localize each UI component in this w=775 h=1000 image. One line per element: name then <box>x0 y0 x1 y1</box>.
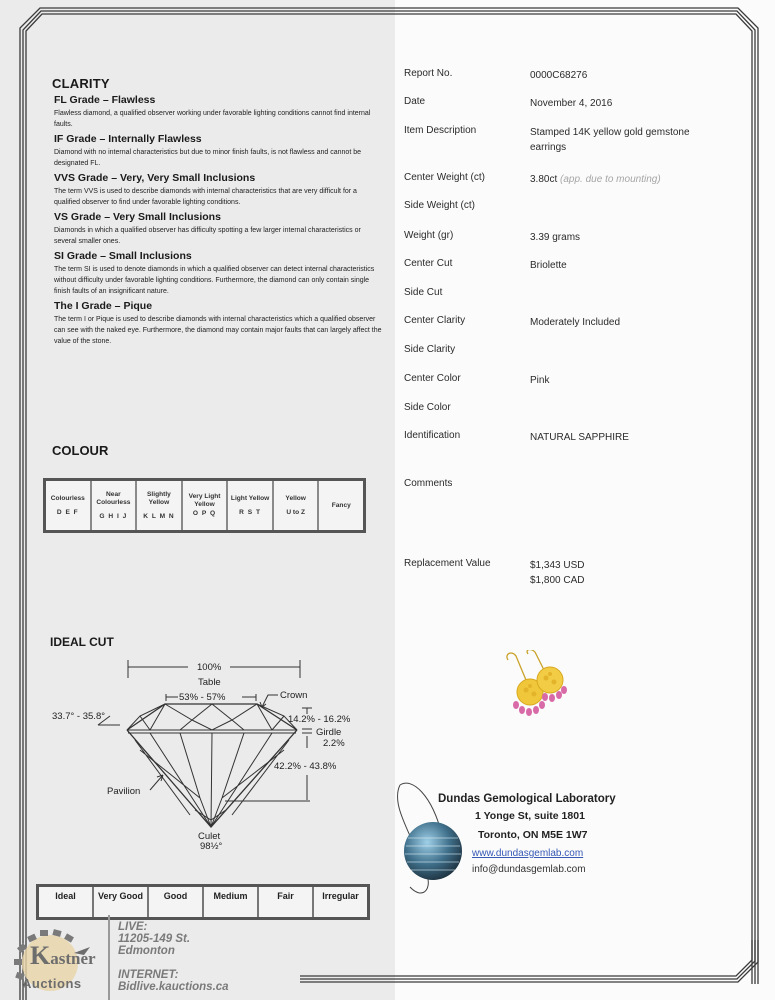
watermark-brand-rest: astner <box>50 949 96 968</box>
lab-website-link[interactable]: www.dundasgemlab.com <box>472 848 584 859</box>
ideal-cut-title: IDEAL CUT <box>50 635 114 649</box>
lab-name: Dundas Gemological Laboratory <box>438 793 616 805</box>
clarity-grade-if <box>52 133 382 169</box>
field-label: Comments <box>404 478 453 489</box>
clarity-section <box>52 76 382 347</box>
watermark-live-label: LIVE: <box>118 921 148 933</box>
field-label: Side Weight (ct) <box>404 200 475 211</box>
colour-name: Fancy <box>331 501 351 509</box>
clarity-grade-vs <box>52 211 382 247</box>
colour-cell <box>92 481 136 530</box>
diamond-proportions-diagram <box>40 650 380 850</box>
watermark-divider <box>108 915 110 1000</box>
colour-cell <box>137 481 181 530</box>
crown-angle-label: 33.7° - 35.8° <box>52 711 106 722</box>
field-label: Replacement Value <box>404 558 491 569</box>
girdle-label: Girdle <box>316 727 342 738</box>
table-range-label: 53% - 57% <box>179 692 226 703</box>
colour-name: Slightly Yellow <box>147 490 171 506</box>
watermark-brand-sub: Auctions <box>22 976 82 991</box>
field-value: Moderately Included <box>530 317 621 328</box>
field-label: Date <box>404 96 426 107</box>
cut-grade-cell: Good <box>149 887 202 917</box>
colour-cell <box>46 481 90 530</box>
colour-letters: R S T <box>239 508 262 516</box>
colour-name: Very Light Yellow <box>188 493 221 508</box>
hologram-seal-icon <box>402 820 464 882</box>
colour-name: Light Yellow <box>230 494 270 502</box>
watermark-live-address-1: 11205-149 St. <box>118 933 191 945</box>
field-value: 3.80ct <box>530 174 558 185</box>
crown-label: Crown <box>280 690 308 701</box>
field-value: 3.39 grams <box>530 232 581 243</box>
grade-description: Diamond with no internal characteristics but due to minor finish faults, is not flawless and cannot be designated FL. <box>54 149 361 167</box>
field-note: (app. due to mounting) <box>560 174 661 185</box>
colour-name: Near Colourless <box>96 490 131 506</box>
grade-title: VS Grade – Very Small Inclusions <box>54 211 221 223</box>
pavilion-depth-label: 42.2% - 43.8% <box>274 761 337 772</box>
colour-letters: G H I J <box>99 512 128 520</box>
field-label: Center Color <box>404 373 461 384</box>
field-value: Stamped 14K yellow gold gemstone earrings <box>530 127 690 153</box>
colour-cell <box>274 481 318 530</box>
grade-description: The term I or Pique is used to describe diamonds with internal characteristics which a qualified observer can see with the naked eye. Furthermore, the diamond may contain major faults that can largely affect the value of the stone. <box>54 316 382 345</box>
cut-grade-cell: Medium <box>204 887 257 917</box>
colour-scale-table <box>43 478 366 533</box>
grade-description: The term VVS is used to describe diamonds with internal characteristics that are very difficult for a qualified observer to find under favorable lighting conditions. <box>54 188 357 206</box>
field-label: Center Weight (ct) <box>404 172 485 183</box>
lab-info <box>392 775 652 905</box>
cut-grade-cell: Very Good <box>94 887 147 917</box>
field-label: Weight (gr) <box>404 230 454 241</box>
culet-label: Culet <box>198 831 221 842</box>
colour-name: Yellow <box>285 494 306 502</box>
grade-title: VVS Grade – Very, Very Small Inclusions <box>54 172 256 184</box>
cut-grade-cell: Fair <box>259 887 312 917</box>
watermark-internet-label: INTERNET: <box>118 969 179 981</box>
colour-cell <box>319 481 363 530</box>
grade-title: IF Grade – Internally Flawless <box>54 133 202 145</box>
watermark-live-address-2: Edmonton <box>118 945 175 957</box>
grade-title: FL Grade – Flawless <box>54 94 156 106</box>
colour-letters: U to Z <box>286 508 306 516</box>
field-value: Briolette <box>530 260 567 271</box>
clarity-title: CLARITY <box>52 76 110 91</box>
lab-address-line-2: Toronto, ON M5E 1W7 <box>478 829 588 841</box>
auction-watermark <box>0 915 390 1000</box>
watermark-brand-initial: K <box>30 941 51 970</box>
field-value-wrap <box>530 172 730 187</box>
colour-title: COLOUR <box>52 443 109 458</box>
field-value-secondary: $1,800 CAD <box>530 575 585 586</box>
clarity-grade-si <box>52 250 382 297</box>
culet-angle-label: 98½° <box>200 841 223 850</box>
watermark-internet-site[interactable]: Bidlive.kauctions.ca <box>118 981 229 993</box>
grade-title: The I Grade – Pique <box>54 300 153 312</box>
grade-description: The term SI is used to denote diamonds in which a qualified observer can detect internal characteristics without difficulty under favorable lighting conditions. Furthermore, the diamond can only contain single finish faults of an insignificant nature. <box>54 266 375 295</box>
grade-description: Flawless diamond, a qualified observer working under favorable lighting conditions cannot find internal faults. <box>54 110 371 128</box>
colour-cell <box>228 481 272 530</box>
field-value: NATURAL SAPPHIRE <box>530 432 629 443</box>
colour-name: Colourless <box>50 494 85 502</box>
field-value: $1,343 USD <box>530 560 585 571</box>
field-label: Report No. <box>404 68 453 79</box>
earrings-photo <box>490 650 600 730</box>
colour-cell <box>183 481 227 530</box>
grade-title: SI Grade – Small Inclusions <box>54 250 192 262</box>
lab-email[interactable]: info@dundasgemlab.com <box>472 864 586 875</box>
field-label: Side Clarity <box>404 344 456 355</box>
colour-letters: K L M N <box>143 512 175 520</box>
diameter-label: 100% <box>197 662 222 673</box>
field-value: November 4, 2016 <box>530 98 613 109</box>
field-label: Side Cut <box>404 287 443 298</box>
field-label: Identification <box>404 430 461 441</box>
field-label: Side Color <box>404 402 451 413</box>
crown-height-label: 14.2% - 16.2% <box>288 714 351 725</box>
colour-letters: O P Q <box>192 510 217 517</box>
lab-address-line-1: 1 Yonge St, suite 1801 <box>475 810 585 822</box>
cut-grade-cell: Irregular <box>314 887 367 917</box>
field-label: Center Clarity <box>404 315 466 326</box>
grade-description: Diamonds in which a qualified observer has difficulty spotting a few larger internal characteristics or several smaller ones. <box>54 227 361 245</box>
watermark-brand <box>30 941 96 971</box>
pavilion-label: Pavilion <box>107 786 141 797</box>
field-label: Center Cut <box>404 258 453 269</box>
clarity-grade-fl <box>52 94 382 130</box>
girdle-value-label: 2.2% <box>323 738 345 749</box>
table-label: Table <box>198 677 221 688</box>
clarity-grade-i <box>52 300 382 347</box>
field-value: 0000C68276 <box>530 70 588 81</box>
cut-grade-cell: Ideal <box>39 887 92 917</box>
field-label: Item Description <box>404 125 477 136</box>
field-value: Pink <box>530 375 550 386</box>
clarity-grade-vvs <box>52 172 382 208</box>
colour-letters: D E F <box>56 508 79 516</box>
